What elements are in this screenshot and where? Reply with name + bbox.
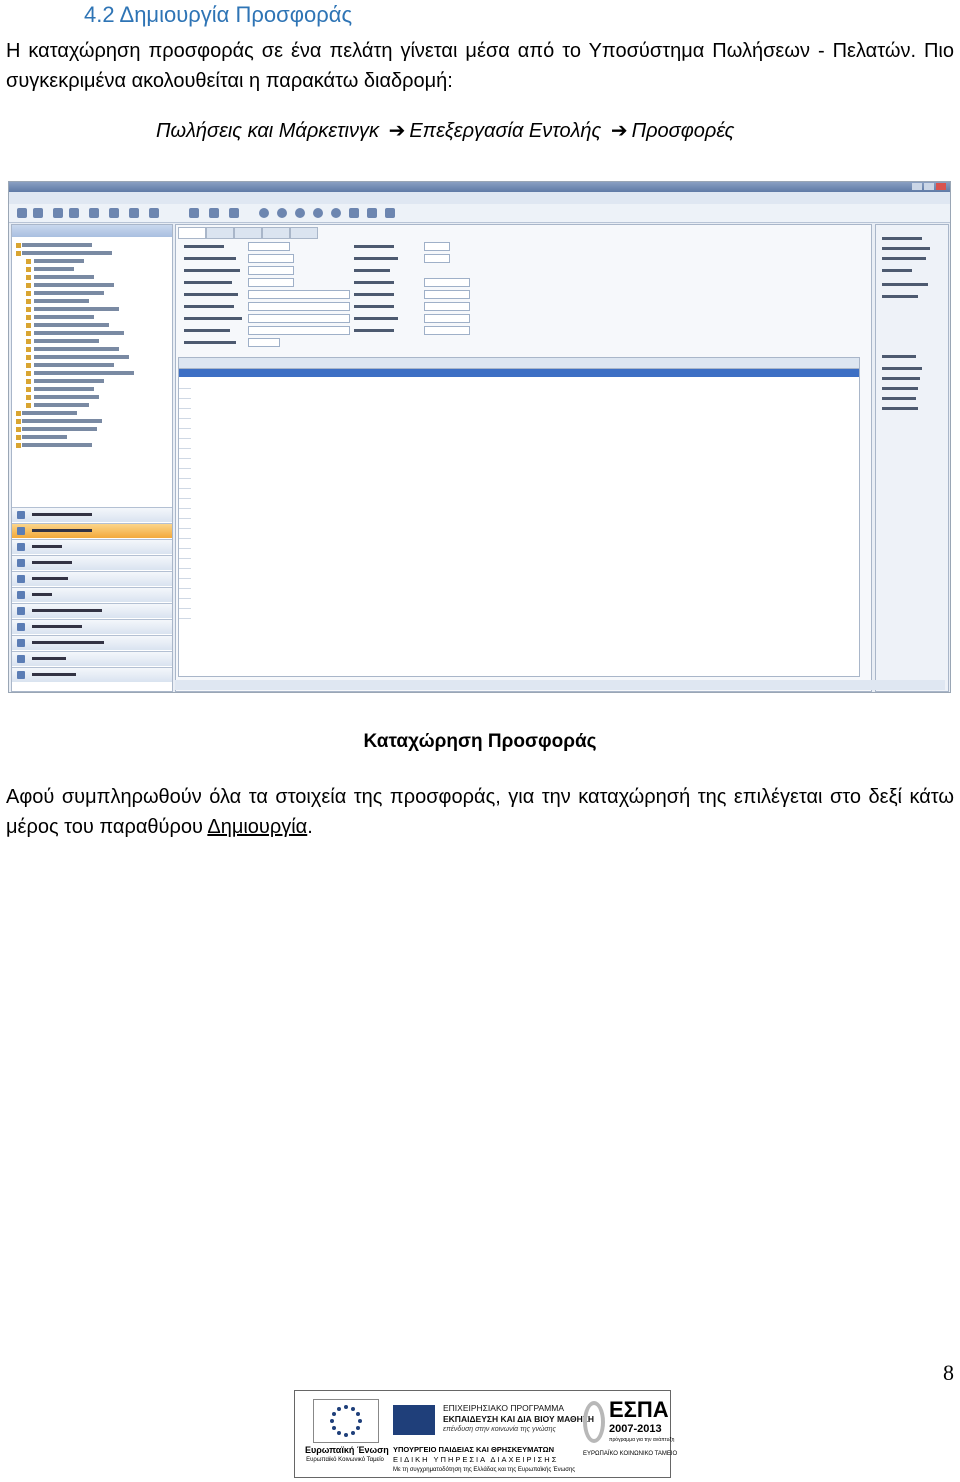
- programme-mark-icon: [393, 1405, 435, 1435]
- form-tab: [262, 227, 290, 239]
- eu-logo: [305, 1399, 389, 1471]
- espa-fund: ΕΥΡΩΠΑΪΚΟ ΚΟΙΝΩΝΙΚΟ ΤΑΜΕΙΟ: [583, 1451, 678, 1457]
- toolbar-icon: [385, 208, 395, 218]
- closing-paragraph: [6, 782, 954, 842]
- form-tab: [206, 227, 234, 239]
- closing-text: Αφού συμπληρωθούν όλα τα στοιχεία της προσφοράς, για την καταχώρησή της επιλέγεται στο δεξί κάτω μέρος του παραθύρου: [6, 786, 954, 838]
- nav-button-active: [12, 523, 172, 538]
- nav-button: [12, 619, 172, 634]
- toolbar-icon: [209, 208, 219, 218]
- programme-line-2: ΕΚΠΑΙΔΕΥΣΗ ΚΑΙ ΔΙΑ ΒΙΟΥ ΜΑΘΗΣΗ: [443, 1414, 595, 1424]
- toolbar-icon: [149, 208, 159, 218]
- offer-entry-screenshot: [8, 181, 951, 693]
- figure-caption: Καταχώρηση Προσφοράς: [363, 731, 597, 752]
- toolbar-icon: [229, 208, 239, 218]
- form-tab: [234, 227, 262, 239]
- toolbar-icon: [129, 208, 139, 218]
- window-toolbar: [9, 204, 950, 223]
- path-step-offers: Προσφορές: [631, 120, 735, 142]
- toolbar-icon: [69, 208, 79, 218]
- arrow-right-icon: ➔: [610, 120, 628, 142]
- funding-logos-banner: [294, 1390, 678, 1478]
- section-title: Δημιουργία Προσφοράς: [119, 2, 353, 27]
- nav-button: [12, 555, 172, 570]
- nav-button: [12, 571, 172, 586]
- navigation-pane-header: [12, 225, 172, 237]
- programme-line-3: επένδυση στην κοινωνία της γνώσης: [443, 1426, 556, 1433]
- offer-lines-grid: [178, 357, 860, 677]
- toolbar-icon: [313, 208, 323, 218]
- nav-button: [12, 603, 172, 618]
- close-icon: [936, 183, 946, 190]
- toolbar-icon: [349, 208, 359, 218]
- section-number: 4.2: [84, 2, 115, 27]
- form-tab: [290, 227, 318, 239]
- closing-period: .: [307, 816, 313, 838]
- window-statusbar: [175, 680, 945, 690]
- eu-subtitle: Ευρωπαϊκό Κοινωνικό Ταμείο: [306, 1457, 384, 1463]
- operational-programme-logo: [391, 1397, 595, 1475]
- minimize-icon: [912, 183, 922, 190]
- intro-paragraph: Η καταχώρηση προσφοράς σε ένα πελάτη γίνεται μέσα από το Υποσύστημα Πωλήσεων - Πελατών. Πιο συγκεκριμένα ακολουθείται η παρακάτω διαδρομή:: [6, 40, 954, 92]
- toolbar-icon: [295, 208, 305, 218]
- maximize-icon: [924, 183, 934, 190]
- navigation-pane: [11, 224, 173, 692]
- section-heading: [84, 2, 352, 28]
- path-step-sales-marketing: Πωλήσεις και Μάρκετινγκ: [156, 120, 379, 142]
- programme-line-1: ΕΠΙΧΕΙΡΗΣΙΑΚΟ ΠΡΟΓΡΑΜΜΑ: [443, 1403, 564, 1413]
- path-step-order-processing: Επεξεργασία Εντολής: [409, 120, 602, 142]
- create-keyword: Δημιουργία: [207, 816, 308, 838]
- espa-logo: [583, 1397, 678, 1473]
- toolbar-icon: [53, 208, 63, 218]
- nav-button: [12, 667, 172, 682]
- toolbar-icon: [367, 208, 377, 218]
- form-tab: [178, 227, 206, 239]
- cofunding-note: Με τη συγχρηματοδότηση της Ελλάδας και της Ευρωπαϊκής Ένωσης: [393, 1467, 576, 1473]
- toolbar-icon: [89, 208, 99, 218]
- espa-tagline: πρόγραμμα για την ανάπτυξη: [609, 1437, 675, 1443]
- espa-years: 2007-2013: [609, 1423, 662, 1435]
- toolbar-icon: [259, 208, 269, 218]
- nav-button: [12, 507, 172, 522]
- arrow-right-icon: ➔: [388, 120, 406, 142]
- window-titlebar: [9, 182, 950, 192]
- nav-button: [12, 651, 172, 666]
- toolbar-icon: [17, 208, 27, 218]
- toolbar-icon: [331, 208, 341, 218]
- eu-title: Ευρωπαϊκή Ένωση: [305, 1445, 389, 1455]
- nav-button: [12, 635, 172, 650]
- managing-service: ΕΙΔΙΚΗ ΥΠΗΡΕΣΙΑ ΔΙΑΧΕΙΡΙΣΗΣ: [393, 1455, 559, 1464]
- nav-button: [12, 587, 172, 602]
- espa-swirl-icon: [583, 1401, 605, 1443]
- toolbar-icon: [33, 208, 43, 218]
- toolbar-icon: [277, 208, 287, 218]
- eu-flag-icon: [313, 1399, 379, 1443]
- grid-header: [179, 358, 859, 369]
- ministry-name: ΥΠΟΥΡΓΕΙΟ ΠΑΙΔΕΙΑΣ ΚΑΙ ΘΡΗΣΚΕΥΜΑΤΩΝ: [393, 1445, 555, 1454]
- toolbar-icon: [109, 208, 119, 218]
- toolbar-icon: [189, 208, 199, 218]
- espa-title: ΕΣΠΑ: [609, 1397, 669, 1422]
- page-number: 8: [943, 1360, 954, 1385]
- offer-form-area: [175, 224, 872, 692]
- menu-path: [156, 118, 734, 143]
- actions-pane: [875, 224, 949, 692]
- grid-selected-row: [179, 369, 859, 377]
- nav-button: [12, 539, 172, 554]
